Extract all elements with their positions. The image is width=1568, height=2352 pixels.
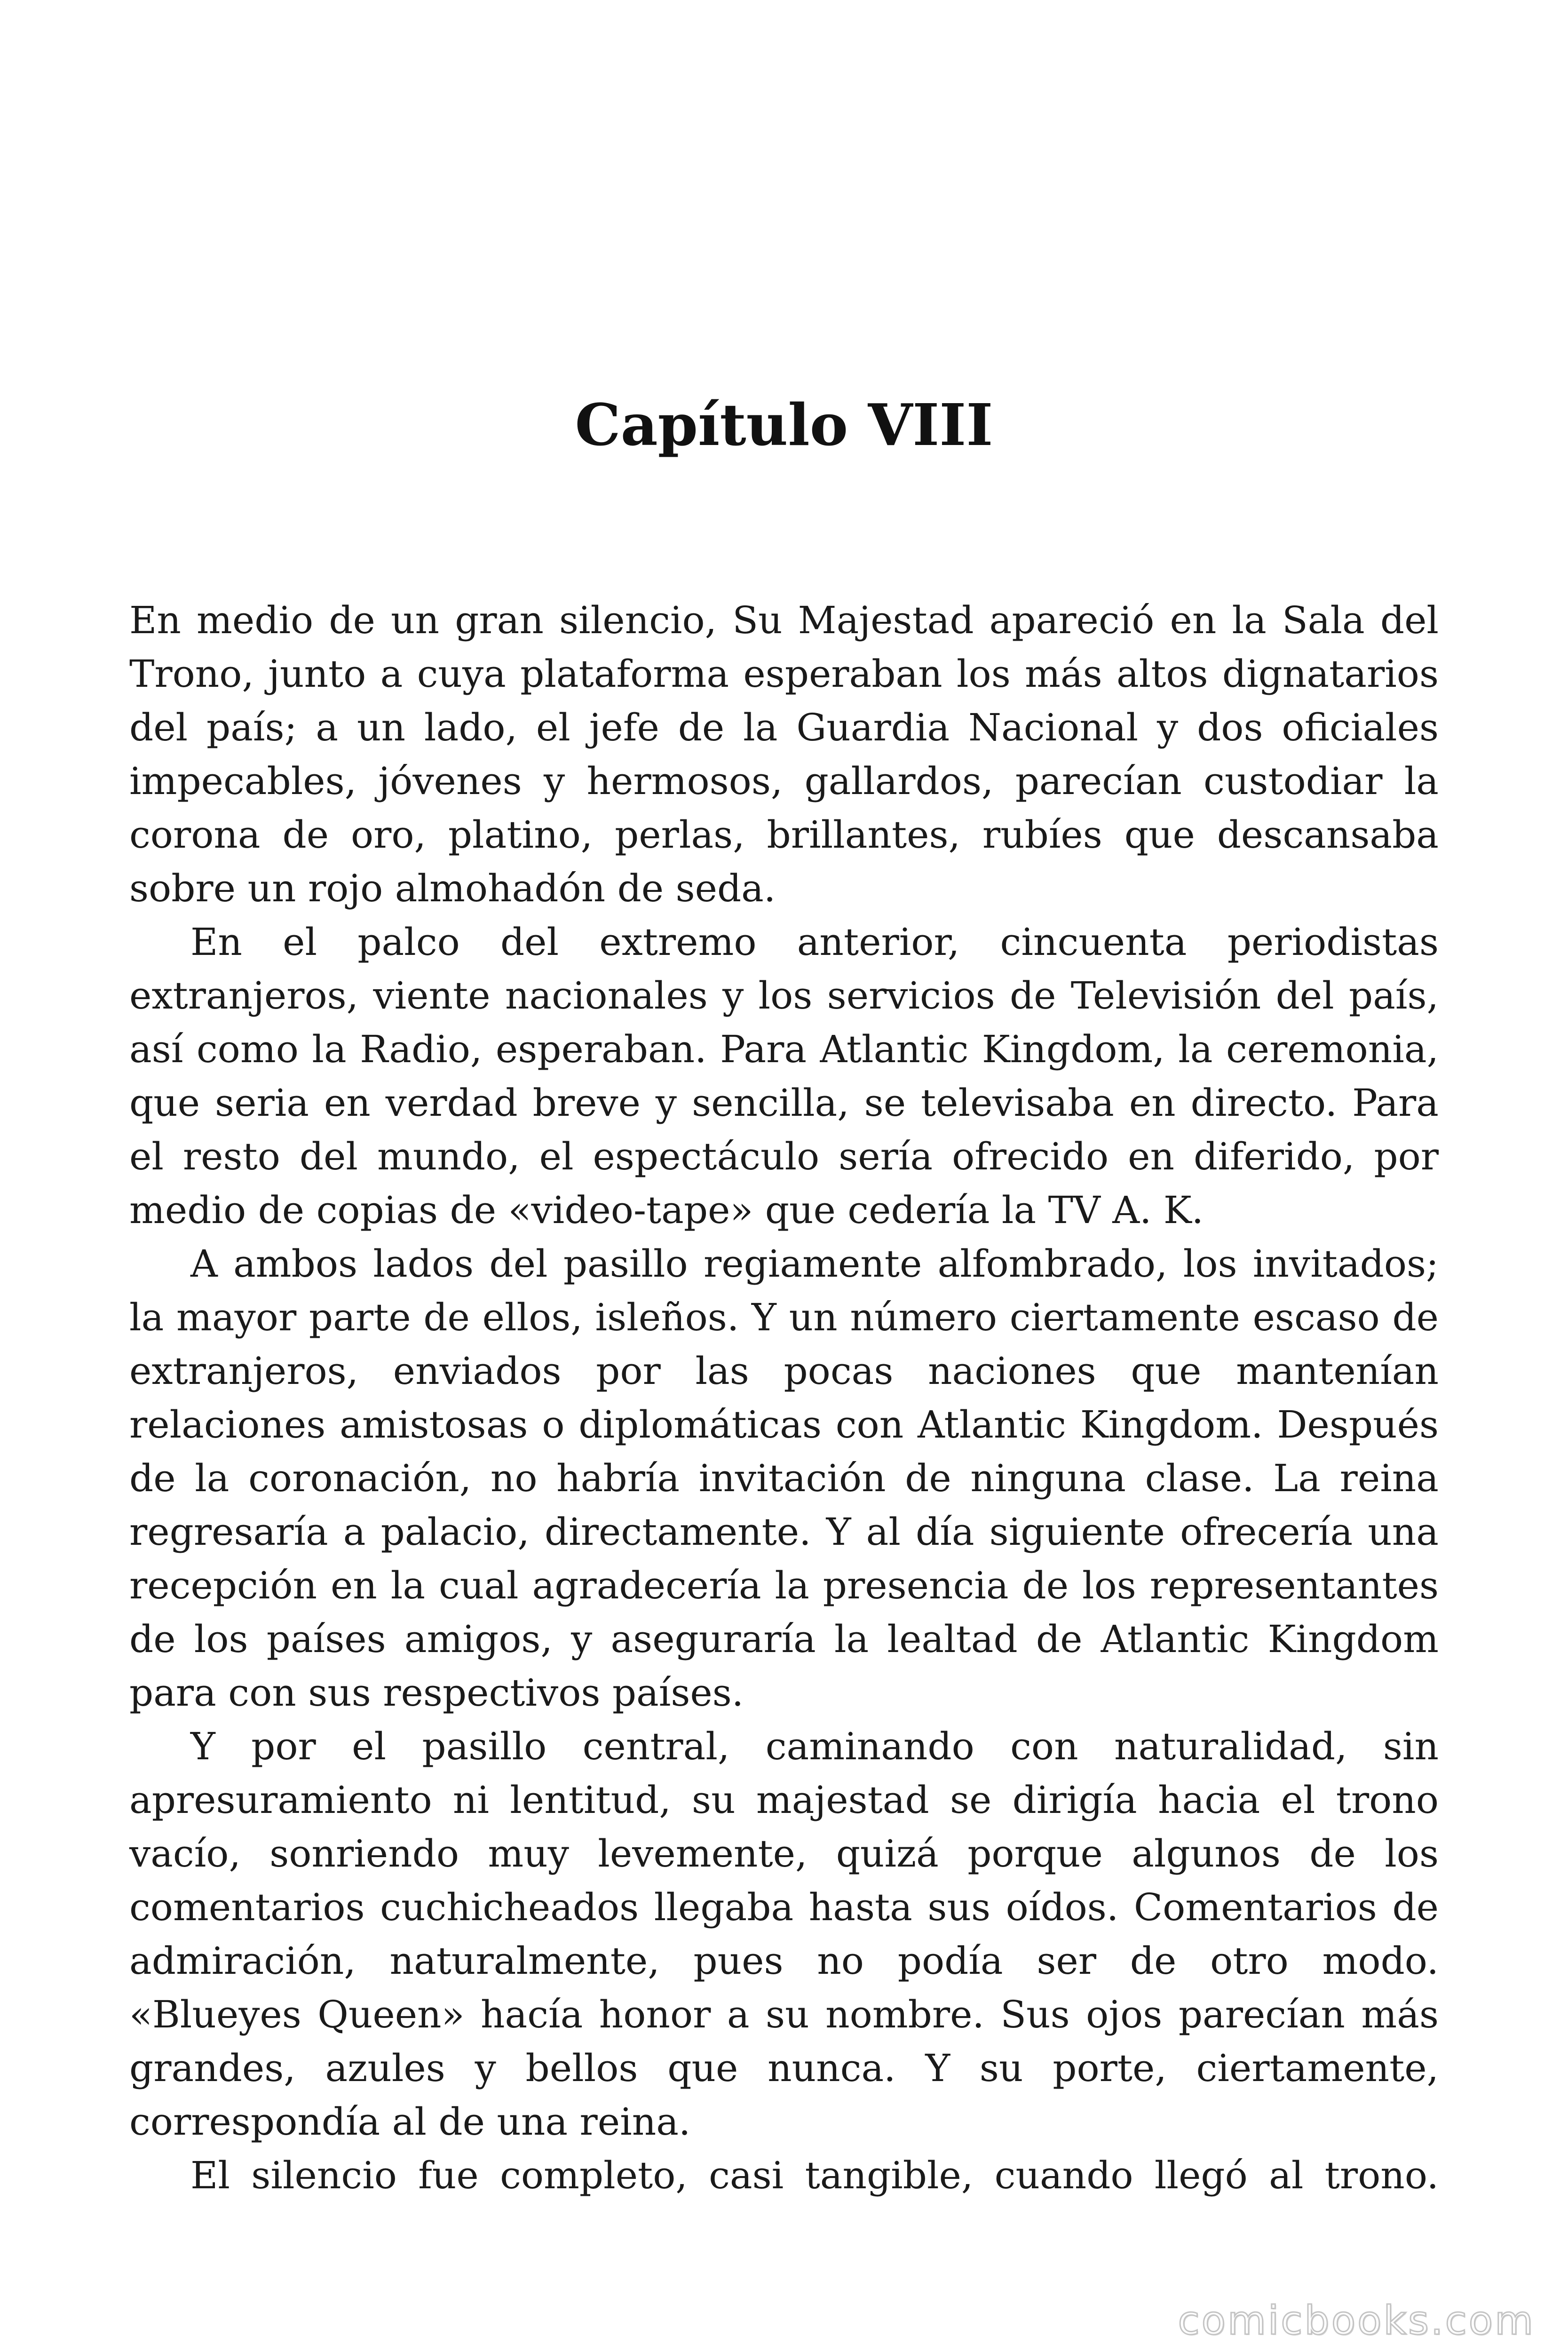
watermark: comicbooks.com bbox=[1178, 2297, 1535, 2344]
chapter-body bbox=[129, 594, 1439, 2202]
paragraph-3: A ambos lados del pasillo regiamente alfombrado, los invitados; la mayor parte de ellos, isleños. Y un número ciertamente escaso de extranjeros, enviados por las pocas naciones que mantenían relaciones amistosas o diplomáticas con Atlantic Kingdom. Después de la coronación, no habría invitación de ninguna clase. La reina regresaría a palacio, directamente. Y al día siguiente ofrecería una recepción en la cual agradecería la presencia de los representantes de los países amigos, y aseguraría la lealtad de Atlantic Kingdom para con sus respectivos países. bbox=[129, 1242, 1439, 1715]
paragraph-4: Y por el pasillo central, caminando con naturalidad, sin apresuramiento ni lentitud, su majestad se dirigía hacia el trono vacío, sonriendo muy levemente, quizá porque algunos de los comentarios cuchicheados llegaba hasta sus oídos. Comentarios de admiración, naturalmente, pues no podía ser de otro modo. «Blueyes Queen» hacía honor a su nombre. Sus ojos parecían más grandes, azules y bellos que nunca. Y su porte, ciertamente, correspondía al de una reina. bbox=[129, 1724, 1439, 2144]
paragraph-2: En el palco del extremo anterior, cincuenta periodistas extranjeros, viente nacionales y los servicios de Televisión del país, así como la Radio, esperaban. Para Atlantic Kingdom, la ceremonia, que seria en verdad breve y sencilla, se televisaba en directo. Para el resto del mundo, el espectáculo sería ofrecido en diferido, por medio de copias de «video-tape» que cedería la TV A. K. bbox=[129, 920, 1439, 1232]
paragraph-1: En medio de un gran silencio, Su Majestad apareció en la Sala del Trono, junto a cuya plataforma esperaban los más altos dignatarios del país; a un lado, el jefe de la Guardia Nacional y dos oficiales impecables, jóvenes y hermosos, gallardos, parecían custodiar la corona de oro, platino, perlas, brillantes, rubíes que descansaba sobre un rojo almohadón de seda. bbox=[129, 598, 1439, 910]
paragraph-5: El silencio fue completo, casi tangible, cuando llegó al trono. bbox=[190, 2153, 1439, 2197]
chapter-title: Capítulo VIII bbox=[575, 391, 993, 459]
